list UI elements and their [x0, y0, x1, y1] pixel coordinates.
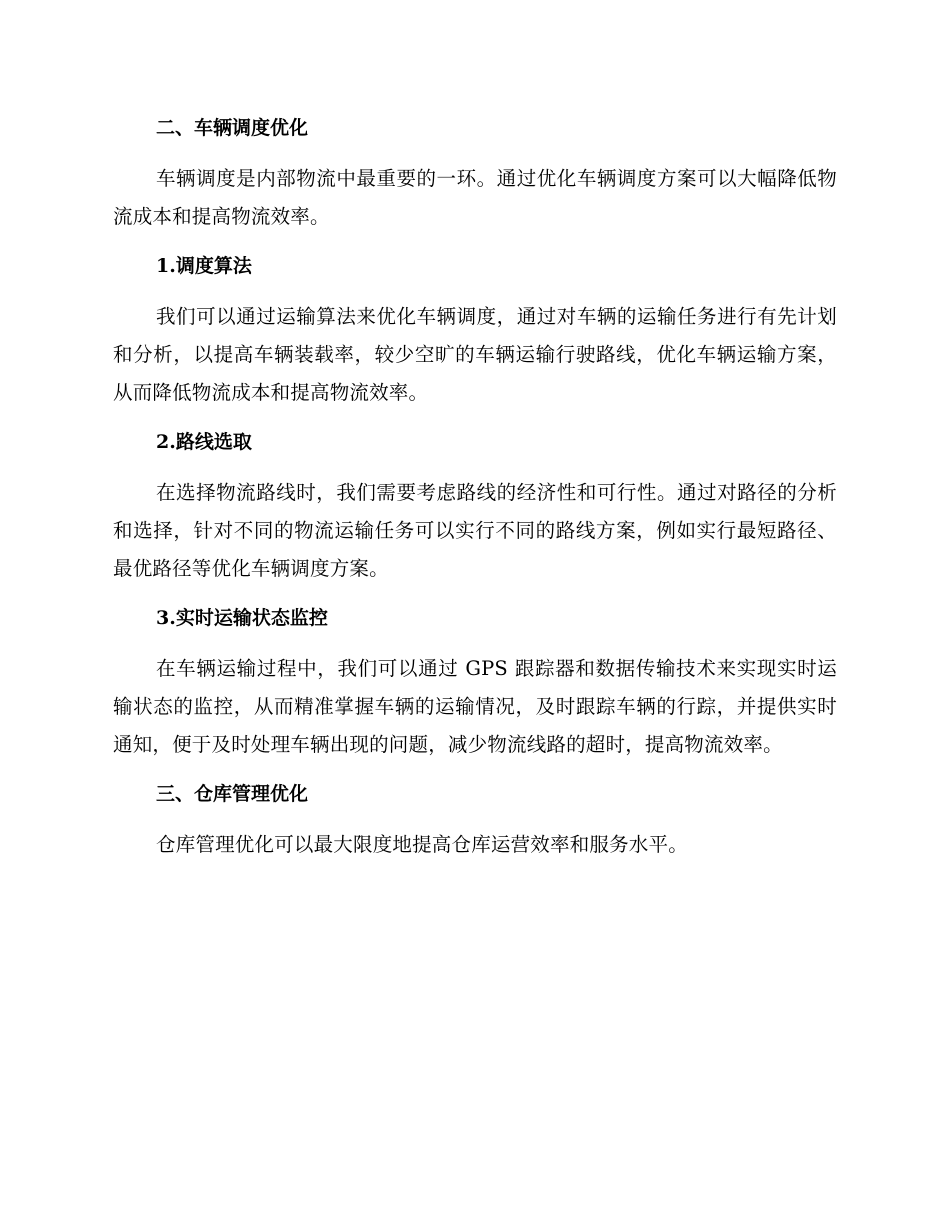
paragraph-vehicle-dispatch-intro: 车辆调度是内部物流中最重要的一环。通过优化车辆调度方案可以大幅降低物流成本和提高物流效率。	[113, 167, 837, 228]
paragraph-dispatch-algorithm: 我们可以通过运输算法来优化车辆调度，通过对车辆的运输任务进行有先计划和分析，以提高车辆装载率，较少空旷的车辆运输行驶路线，优化车辆运输方案，从而降低物流成本和提高物流效率。	[113, 305, 837, 404]
paragraph-warehouse-management: 仓库管理优化可以最大限度地提高仓库运营效率和服务水平。	[156, 833, 688, 856]
subheading-dispatch-algorithm: 1.调度算法	[156, 255, 252, 277]
document-body	[113, 110, 837, 864]
paragraph-realtime-monitoring: 在车辆运输过程中，我们可以通过 GPS 跟踪器和数据传输技术来实现实时运输状态的监控，从而精准掌握车辆的运输情况，及时跟踪车辆的行踪，并提供实时通知，便于及时处理车辆出现的问题，减少物流线路的超时，提高物流效率。	[113, 657, 837, 756]
subheading-route-selection: 2.路线选取	[156, 431, 252, 453]
section-heading-warehouse-management: 三、仓库管理优化	[156, 783, 309, 805]
paragraph-route-selection: 在选择物流路线时，我们需要考虑路线的经济性和可行性。通过对路径的分析和选择，针对不同的物流运输任务可以实行不同的路线方案，例如实行最短路径、最优路径等优化车辆调度方案。	[113, 481, 837, 580]
subheading-realtime-monitoring: 3.实时运输状态监控	[156, 607, 328, 629]
section-heading-vehicle-dispatch: 二、车辆调度优化	[156, 117, 309, 139]
